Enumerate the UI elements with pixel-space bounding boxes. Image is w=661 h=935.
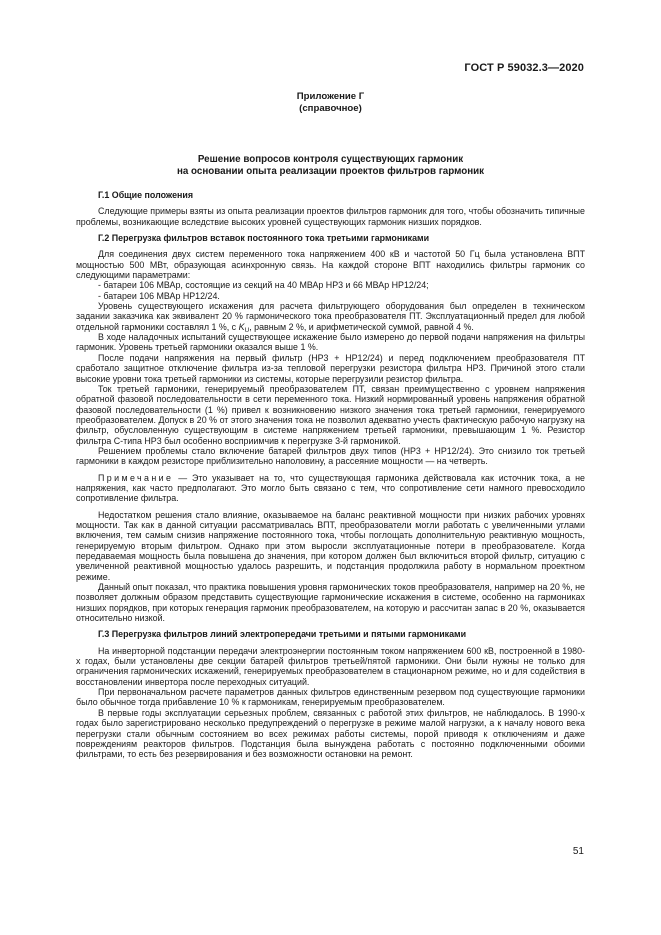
paragraph: Недостатком решения стало влияние, оказываемое на баланс реактивной мощности при низких рабочих уровнях мощности. Так как в данной ситуации рассматривалась ВПТ, преобразователи могли работать с увеличенными углами включения, тем самым снизив напряжение постоянного тока, чтобы поглощать дополнительную реактивную мощность, генерируемую вторым фильтром. Однако при этом выросли эксплуатационные потери в преобразователе. Когда передаваемая мощность была повышена до значения, при котором должен был включиться второй фильтр, ситуацию с увеличенной реактивной мощностью удалось разрешить, и подстанция продолжила работу в нормальном проектном режиме. — [76, 509, 585, 582]
paragraph: Решением проблемы стало включение батарей фильтров двух типов (НР3 + НР12/24). Это снизило ток третьей гармоники в каждом резисторе приблизительно наполовину, а рассеяние мощности — на четверть. — [76, 445, 585, 467]
paragraph: Ток третьей гармоники, генерируемый преобразователем ПТ, связан преимущественно с уровнем напряжения обратной фазовой последовательности в сети переменного тока. Низкий нормированный уровень напряжения обратной фазовой последовательности (1 %) привел к возникновению низкого значения тока третьей гармоники, генерируемого преобразователем. Допуск в 20 % от этого значения тока не позволил адекватно учесть фактическую рабочую нагрузку на фильтр, обусловленную существующим в системе напряжением третьей гармоники, превышающим 1 %. Резистор фильтра С-типа НР3 был особенно восприимчив к перегрузке 3-й гармоникой. — [76, 383, 585, 446]
main-title-line1: Решение вопросов контроля существующих гармоник — [197, 154, 464, 165]
page-number: 51 — [572, 846, 584, 857]
paragraph: После подачи напряжения на первый фильтр (НР3 + НР12/24) и перед подключением преобразователя ПТ сработало защитное отключение фильтра из-за тепловой перегрузки резистора фильтра НР3. Причиной этого стали высокие уровни тока третьей гармоники из системы, которые перегрузили резистор фильтра. — [76, 352, 585, 384]
note-label: Примечание — [98, 472, 174, 483]
paragraph: При первоначальном расчете параметров данных фильтров единственным резервом под существующие гармоники было обычное тогда прибавление 10 % к гармоникам, генерируемым преобразователем. — [76, 687, 585, 708]
paragraph: На инверторной подстанции передачи электроэнергии постоянным током напряжением 600 кВ, построенной в 1980-х годах, были установлены две секции батарей фильтров третьей/пятой гармоники. Они были нужны не только для ограничения гармонических искажений, генерируемых преобразователем в стационарном режиме, но и для содействия в восстановлении инвертора после переходных ситуаций. — [76, 645, 585, 687]
annex-heading — [0, 91, 661, 114]
main-title — [0, 154, 661, 178]
paragraph: Данный опыт показал, что практика повышения уровня гармонических токов преобразователя, например на 20 %, не позволяет должным образом представить существующие гармонические искажения в системе, особенно на гармониках низших порядков, при которых генерация гармоник преобразователем, на которую и рассчитан запас в 20 %, оказывается относительно низкой. — [76, 582, 585, 624]
list-item: - батареи 106 МВАр НР12/24. — [98, 290, 220, 301]
note-text: — Это указывает на то, что существующая гармоника действовала как источник тока, а не напряжения, как часто предполагают. Это могло быть связано с тем, что сопротивление сети намного превосходило сопротивление фильтра. — [76, 472, 585, 504]
paragraph-text: Уровень существующего искажения для расчета фильтрующего оборудования был определен в техническом задании заказчика как эквивалент 20 % гармонического тока преобразователя ПТ. Эксплуатационный предел для любой отдельной гармоники составлял 1 %, с — [76, 301, 585, 332]
paragraph-text: , равным 2 %, и арифметической суммой, равной 4 %. — [249, 321, 474, 332]
annex-title: Приложение Г — [296, 91, 365, 102]
annex-subtitle: (справочное) — [299, 102, 362, 114]
document-body — [76, 190, 585, 760]
paragraph: В ходе наладочных испытаний существующее искажение было измерено до первой подачи напряжения на фильтры гармоник. Уровень третьей гармоники оказался выше 1 %. — [76, 332, 585, 353]
paragraph: В первые годы эксплуатации серьезных проблем, связанных с работой этих фильтров, не наблюдалось. В 1990-х годах было зарегистрировано несколько предупреждений о перегрузке в режиме малой нагрузки, а к началу нового века перегрузки стали обычным состоянием во всех режимах работы системы, порой приводя к отключениям и даже повреждениям реакторов фильтров. Подстанция была вынуждена работать с постоянно подключенными обоими фильтрами, то есть без резервирования и без возможности остановки на ремонт. — [76, 707, 585, 760]
main-title-line2: на основании опыта реализации проектов фильтров гармоник — [176, 166, 485, 177]
document-code: ГОСТ Р 59032.3—2020 — [464, 62, 584, 74]
note — [76, 473, 585, 504]
ku-symbol: K — [238, 321, 245, 332]
paragraph: Следующие примеры взяты из опыта реализации проектов фильтров гармоник для того, чтобы обозначить типичные проблемы, возникающие вследствие высоких уровней существующих гармоник низших порядков. — [76, 206, 585, 227]
ku-subscript: U — [244, 326, 250, 334]
list-item: - батареи 106 МВАр, состоящие из секций на 40 МВАр НР3 и 66 МВАр НР12/24; — [98, 280, 429, 291]
section-heading-g1: Г.1 Общие положения — [98, 190, 194, 200]
paragraph: Для соединения двух систем переменного тока напряжением 400 кВ и частотой 50 Гц была установлена ВПТ мощностью 500 МВт, образующая асинхронную связь. На каждой стороне ВПТ находились фильтры гармоник со следующими параметрами: — [76, 249, 585, 281]
section-heading-g3: Г.3 Перегрузка фильтров линий электропередачи третьими и пятыми гармониками — [98, 629, 467, 640]
paragraph — [76, 301, 585, 332]
section-heading-g2: Г.2 Перегрузка фильтров вставок постоянного тока третьими гармониками — [98, 233, 430, 244]
